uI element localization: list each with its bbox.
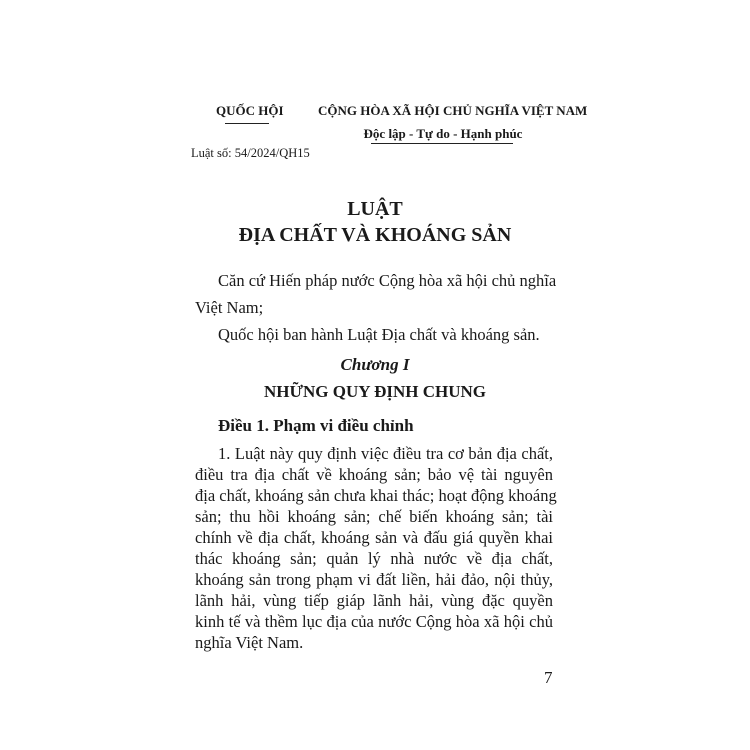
article-line: nghĩa Việt Nam. — [195, 633, 304, 652]
motto: Độc lập - Tự do - Hạnh phúc — [363, 126, 523, 141]
chapter-title: NHỮNG QUY ĐỊNH CHUNG — [263, 382, 487, 401]
preamble-line: Việt Nam; — [195, 298, 264, 317]
article-heading: Điều 1. Phạm vi điều chỉnh — [218, 416, 414, 435]
article-line: địa chất, khoáng sản chưa khai thác; hoạt động khoáng — [195, 486, 557, 505]
article-line: chính về địa chất, khoáng sản và đấu giá quyền khai — [195, 528, 553, 547]
chapter-label: Chương I — [340, 355, 410, 374]
article-line: 1. Luật này quy định việc điều tra cơ bản địa chất, — [218, 444, 553, 463]
motto-underline — [371, 143, 513, 144]
preamble-line: Quốc hội ban hành Luật Địa chất và khoáng sản. — [218, 325, 540, 344]
title-line1: LUẬT — [347, 198, 403, 220]
law-number: Luật số: 54/2024/QH15 — [191, 146, 310, 160]
nation-name: CỘNG HÒA XÃ HỘI CHỦ NGHĨA VIỆT NAM — [318, 103, 588, 118]
article-line: khoáng sản trong phạm vi đất liền, hải đảo, nội thủy, — [195, 570, 553, 589]
preamble-line: Căn cứ Hiến pháp nước Cộng hòa xã hội chủ nghĩa — [218, 271, 557, 290]
page-number: 7 — [544, 668, 553, 687]
article-line: lãnh hải, vùng tiếp giáp lãnh hải, vùng đặc quyền — [195, 591, 553, 610]
article-line: điều tra địa chất về khoáng sản; bảo vệ tài nguyên — [195, 465, 553, 484]
article-line: kinh tế và thềm lục địa của nước Cộng hòa xã hội chủ — [195, 612, 553, 631]
article-line: thác khoáng sản; quản lý nhà nước về địa chất, — [195, 549, 553, 568]
article-line: sản; thu hồi khoáng sản; chế biến khoáng sản; tài — [195, 507, 553, 526]
title-line2: ĐỊA CHẤT VÀ KHOÁNG SẢN — [238, 224, 512, 246]
issuer: QUỐC HỘI — [216, 103, 284, 118]
issuer-underline — [225, 123, 269, 124]
